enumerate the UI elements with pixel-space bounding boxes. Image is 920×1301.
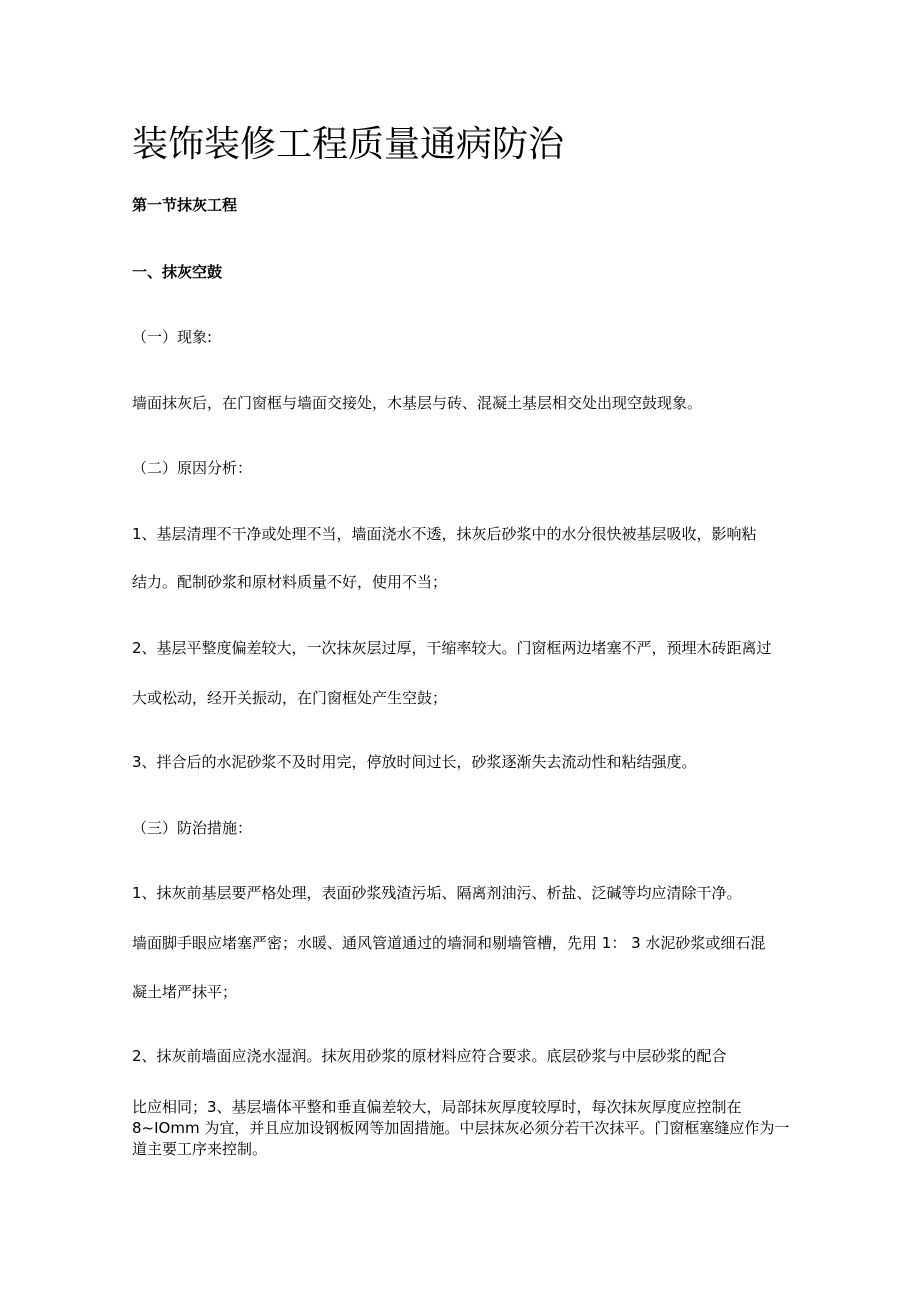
measure1b-line1: 墙面脚手眼应堵塞严密；水暖、通风管道通过的墙洞和剔墙管槽，先用 1： 3 水泥砂浆或细石混 [132,934,766,952]
subsection-heading: 一、抹灰空鼓 [132,263,223,281]
cause1-line1: 1、基层清理不干净或处理不当，墙面浇水不透，抹灰后砂浆中的水分很快被基层吸收，影响粘 [132,525,757,543]
cause2-line2: 大或松动，经开关振动，在门窗框处产生空鼓； [132,689,448,707]
part3-heading: （三）防治措施： [132,819,253,837]
document-title: 装饰装修工程质量通病防治 [132,124,565,165]
part1-heading: （一）现象: [132,328,213,346]
cause3-text: 3、拌合后的水泥砂浆不及时用完，停放时间过长，砂浆逐渐失去流动性和粘结强度。 [132,753,697,771]
measure1-text: 1、抹灰前基层要严格处理，表面砂浆残渣污垢、隔离剂油污、析盐、泛碱等均应清除干净。 [132,884,742,902]
cause2-line1: 2、基层平整度偏差较大，一次抹灰层过厚，干缩率较大。门窗框两边堵塞不严，预埋木砖距离过 [132,639,772,657]
measure2-text: 2、抹灰前墙面应浇水湿润。抹灰用砂浆的原材料应符合要求。底层砂浆与中层砂浆的配合 [132,1047,727,1065]
section-heading: 第一节抹灰工程 [132,196,238,214]
measure1b-line2: 凝土堵严抹平； [132,983,238,1001]
part1-text: 墙面抹灰后，在门窗框与墙面交接处，木基层与砖、混凝土基层相交处出现空鼓现象。 [132,394,703,412]
measure2b-paragraph: 比应相同；3、基层墙体平整和垂直偏差较大，局部抹灰厚度较厚时，每次抹灰厚度应控制在 8~IOmm 为宜，并且应加设钢板网等加固措施。中层抹灰必须分若干次抹平。门窗框塞缝应作为一道主要工序来控制。 [132,1098,790,1158]
part2-heading: （二）原因分析： [132,459,253,477]
cause1-line2: 结力。配制砂浆和原材料质量不好，使用不当； [132,573,448,591]
